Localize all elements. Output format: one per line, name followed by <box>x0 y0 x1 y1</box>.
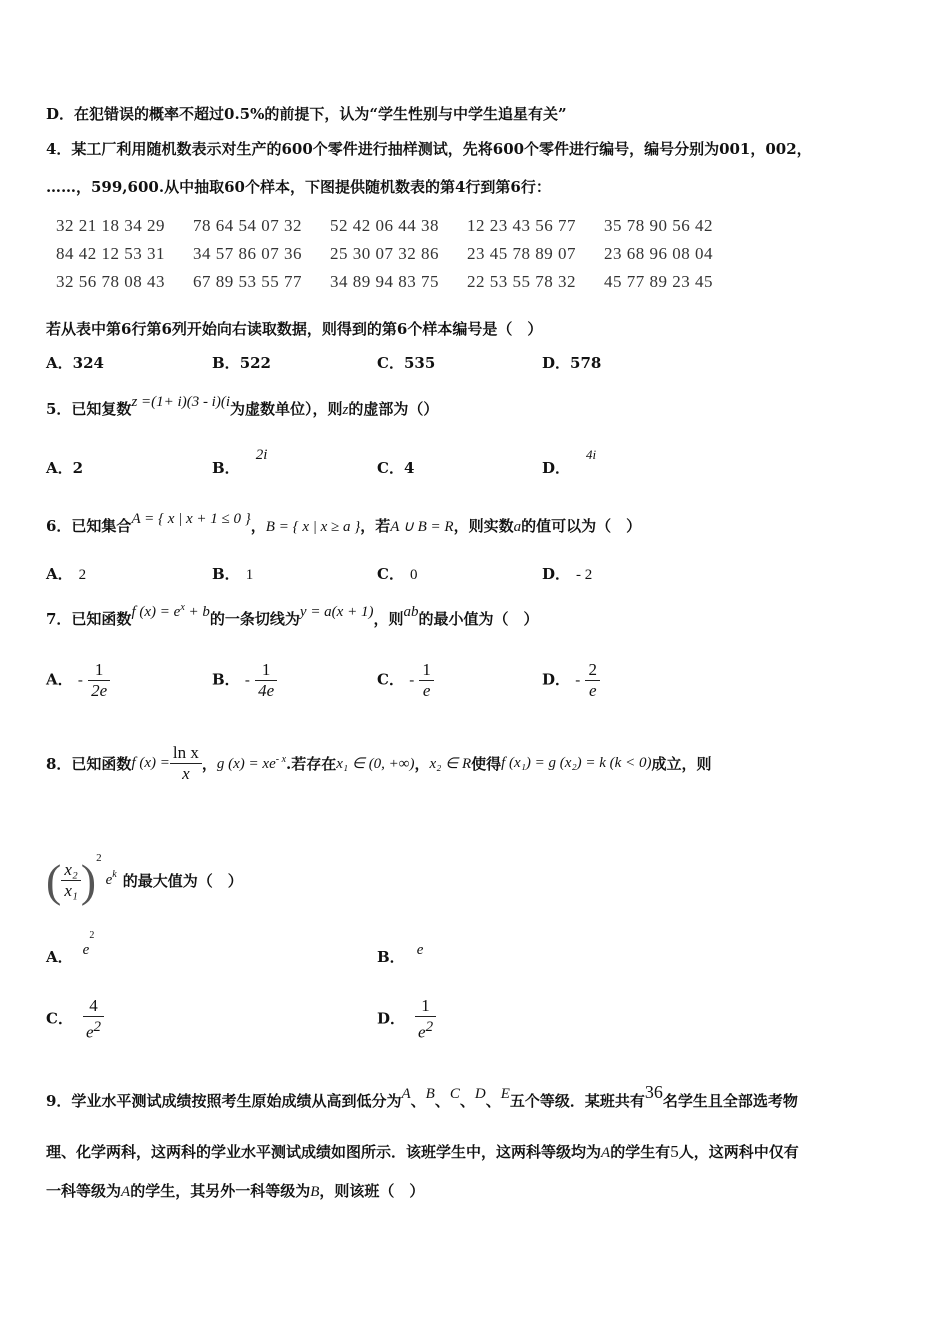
fraction: $\frac{1}{4e}$ <box>255 660 277 701</box>
fraction: $\frac{\text{ln x}}{x}$ <box>170 743 202 784</box>
q9-stem-line3: 一科等级为A的学生，其另外一科等级为B，则该班（ ） <box>46 1182 425 1200</box>
q5-option-b: B．2i <box>212 447 268 477</box>
q4-option-a: A．324 <box>46 354 104 372</box>
table-cell: 35 78 90 56 42 <box>604 216 713 235</box>
q5-option-d: D．4i <box>542 447 597 477</box>
q8-question: ( $\frac{\text{x₂}}{\text{x₁}}$ ) $^2$ e $^k$ 的最大值为（ ） <box>46 852 243 906</box>
table-cell: 52 42 06 44 38 <box>330 216 439 235</box>
table-cell: 84 42 12 53 31 <box>56 244 165 263</box>
q6-option-a: A． 2 <box>46 565 87 583</box>
q6-set-b: B = { x | x ≥ a } <box>265 519 361 535</box>
q8-option-c: C． $\frac{4}{e^2}$ <box>46 996 104 1043</box>
table-cell: 22 53 55 78 32 <box>467 272 576 291</box>
table-cell: 12 23 43 56 77 <box>467 216 576 235</box>
fraction: $\frac{4}{e^2}$ <box>83 996 104 1043</box>
q8-stem: 8．已知函数 f (x) = $\frac{\text{ln x}}{x}$ ， g $(x) = xe^{- x}$ .若存在 x₁ ∈ (0, +∞) ， x₂ ∈ R 使得 f (x₁) = g (x₂) = k (k < 0) 成立，则 <box>46 742 712 783</box>
fraction: $\frac{1}{e}$ <box>419 660 434 701</box>
table-row <box>56 272 741 300</box>
q6-option-c: C． 0 <box>377 565 418 583</box>
table-cell: 78 64 54 07 32 <box>193 216 302 235</box>
q8-option-d: D． $\frac{1}{e^2}$ <box>377 996 436 1043</box>
table-cell: 23 68 96 08 04 <box>604 244 713 263</box>
q6-set-a: A = { x | x + 1 ≤ 0 } <box>131 511 251 527</box>
table-cell: 34 57 86 07 36 <box>193 244 302 263</box>
q7-function: f $(x) = e^x + b$ <box>131 602 210 620</box>
q5-formula: z =(1+ i)(3 - i)(i <box>131 394 231 410</box>
q6-stem: 6．已知集合A = { x | x + 1 ≤ 0 }，B = { x | x ≥ a }，若A ∪ B = R，则实数a的值可以为（ ） <box>46 511 642 535</box>
table-cell: 23 45 78 89 07 <box>467 244 576 263</box>
fraction: $\frac{1}{e^2}$ <box>415 996 436 1043</box>
q5-stem: 5．已知复数z =(1+ i)(3 - i)(i为虚数单位），则z的虚部为（） <box>46 394 439 418</box>
q9-stem-line1: 9．学业水平测试成绩按照考生原始成绩从高到低分为A、B、C、D、E五个等级．某班共有36名学生且全部选考物 <box>46 1082 798 1110</box>
random-number-table <box>56 216 741 300</box>
q5-option-a: A．2 <box>46 459 84 477</box>
q5-option-c: C．4 <box>377 459 415 477</box>
table-cell: 34 89 94 83 75 <box>330 272 439 291</box>
q4-option-d: D．578 <box>542 354 602 372</box>
q3-option-d: D．在犯错误的概率不超过0.5%的前提下，认为“学生性别与中学生追星有关” <box>46 105 567 123</box>
q7-option-c: C． - $\frac{1}{e}$ <box>377 660 434 701</box>
q7-stem: 7．已知函数f $(x) = e^x + b$的一条切线为y = a(x + 1)，则ab的最小值为（ ） <box>46 602 539 628</box>
q7-option-a: A． - $\frac{1}{2e}$ <box>46 660 110 701</box>
q4-stem-line1: 4．某工厂利用随机数表示对生产的600个零件进行抽样测试，先将600个零件进行编号，编号分别为001，002， <box>46 140 812 158</box>
fraction: $\frac{2}{e}$ <box>585 660 600 701</box>
q7-option-b: B． - $\frac{1}{4e}$ <box>212 660 277 701</box>
table-cell: 32 21 18 34 29 <box>56 216 165 235</box>
q8-option-a: A． $e^2$ <box>46 930 95 966</box>
table-cell: 67 89 53 55 77 <box>193 272 302 291</box>
fraction: $\frac{\text{x₂}}{\text{x₁}}$ <box>61 860 80 901</box>
q7-tangent: y = a(x + 1) <box>299 604 374 620</box>
table-cell: 45 77 89 23 45 <box>604 272 713 291</box>
fraction: $\frac{1}{2e}$ <box>88 660 110 701</box>
table-cell: 25 30 07 32 86 <box>330 244 439 263</box>
table-row <box>56 216 741 244</box>
table-row <box>56 244 741 272</box>
q4-stem-line2: ……，599,600.从中抽取60个样本，下图提供随机数表的第4行到第6行： <box>46 178 551 196</box>
q8-g-function: g $(x) = xe^{- x}$ <box>216 753 287 772</box>
table-cell: 32 56 78 08 43 <box>56 272 165 291</box>
q4-option-c: C．535 <box>377 354 436 372</box>
q4-question: 若从表中第6行第6列开始向右读取数据，则得到的第6个样本编号是（ ） <box>46 320 543 338</box>
q6-option-d: D． - 2 <box>542 565 593 583</box>
q6-option-b: B． 1 <box>212 565 254 583</box>
q8-option-b: B． e <box>377 942 424 966</box>
q4-option-b: B．522 <box>212 354 271 372</box>
q9-stem-line2: 理、化学两科，这两科的学业水平测试成绩如图所示．该班学生中，这两科等级均为A的学生有5人，这两科中仅有 <box>46 1142 799 1161</box>
q7-option-d: D． - $\frac{2}{e}$ <box>542 660 600 701</box>
